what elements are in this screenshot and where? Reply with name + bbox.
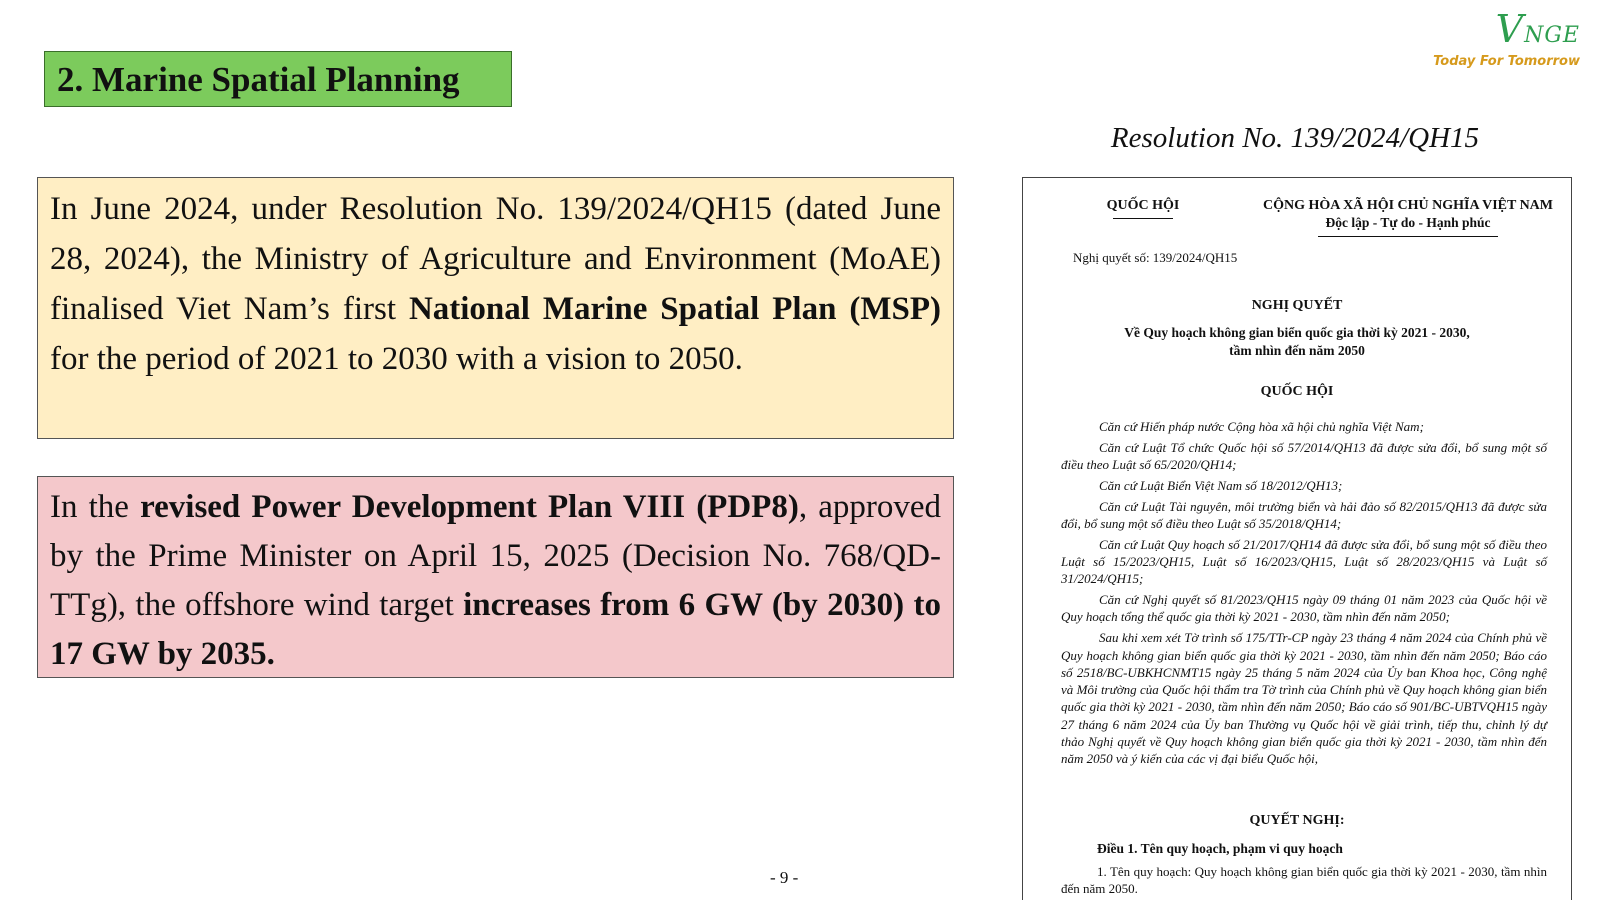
basis-item: Căn cứ Nghị quyết số 81/2023/QH15 ngày 09 tháng 01 năm 2023 của Quốc hội về Quy hoạch tổng thể quốc gia thời kỳ 2021 - 2030, tầm nhìn đến năm 2050; — [1061, 592, 1547, 625]
doc-decides-heading: QUYẾT NGHỊ: — [1249, 813, 1345, 828]
document-caption: Resolution No. 139/2024/QH15 — [1110, 122, 1480, 154]
doc-subtitle: Về Quy hoạch không gian biển quốc gia thời kỳ 2021 - 2030, tầm nhìn đến năm 2050 — [1124, 325, 1470, 358]
logo-mark: VNGE — [1495, 7, 1580, 51]
doc-legal-basis — [1061, 418, 1547, 771]
header-left-underline — [1113, 218, 1173, 219]
doc-number: Nghị quyết số: 139/2024/QH15 — [1073, 250, 1238, 265]
header-right-underline — [1318, 236, 1498, 237]
basis-item: Căn cứ Luật Quy hoạch số 21/2017/QH14 đã được sửa đổi, bổ sung một số điều theo Luật số 15/2023/QH15, Luật số 16/2023/QH15, Luật số 28/2023/QH15 và Luật số 31/2024/QH15; — [1061, 536, 1547, 587]
basis-item: Căn cứ Luật Tổ chức Quốc hội số 57/2014/QH13 đã được sửa đổi, bổ sung một số điều theo Luật số 65/2020/QH14; — [1061, 439, 1547, 473]
doc-article-heading: Điều 1. Tên quy hoạch, phạm vi quy hoạch — [1097, 841, 1343, 856]
logo-tagline: Today For Tomorrow — [1433, 54, 1580, 69]
basis-item: Căn cứ Hiến pháp nước Cộng hòa xã hội chủ nghĩa Việt Nam; — [1099, 419, 1424, 434]
page-number: - 9 - — [770, 868, 799, 887]
basis-item: Sau khi xem xét Tờ trình số 175/TTr-CP ngày 23 tháng 4 năm 2024 của Chính phủ về Quy hoạch không gian biển quốc gia thời kỳ 2021 - 2030, tầm nhìn đến năm 2050; Báo cáo số 2518/BC-UBKHCNMT15 ngày 25 tháng 5 năm 2024 của Ủy ban Khoa học, Công nghệ và Môi trường của Quốc hội thẩm tra Tờ trình của Chính phủ về Quy hoạch không gian biển quốc gia thời kỳ 2021 - 2030, tầm nhìn đến năm 2050; Báo cáo số 901/BC-UBTVQH15 ngày 27 tháng 6 năm 2024 của Ủy ban Thường vụ Quốc hội về giải trình, tiếp thu, chỉnh lý dự thảo Nghị quyết về Quy hoạch không gian biển quốc gia thời kỳ 2021 - 2030, tầm nhìn đến năm 2050 và ý kiến của các vị đại biểu Quốc hội, — [1061, 630, 1547, 767]
doc-article-text: 1. Tên quy hoạch: Quy hoạch không gian biển quốc gia thời kỳ 2021 - 2030, tầm nhìn đến năm 2050. — [1061, 864, 1547, 896]
vnge-logo — [1430, 7, 1580, 69]
doc-title: NGHỊ QUYẾT — [1251, 298, 1343, 313]
doc-header-right: CỘNG HÒA XÃ HỘI CHỦ NGHĨA VIỆT NAM Độc lập - Tự do - Hạnh phúc — [1253, 198, 1563, 237]
slide-title: 2. Marine Spatial Planning — [44, 51, 512, 107]
doc-motto: Độc lập - Tự do - Hạnh phúc — [1325, 215, 1491, 230]
msp-paragraph: In June 2024, under Resolution No. 139/2024/QH15 (dated June 28, 2024), the Ministry of Agriculture and Environment (MoAE) finalised Viet Nam’s first National Marine Spatial Plan (MSP) for the period of 2021 to 2030 with a vision to 2050. — [37, 177, 954, 439]
pdp8-paragraph: In the revised Power Development Plan VIII (PDP8), approved by the Prime Minister on April 15, 2025 (Decision No. 768/QD-TTg), the offshore wind target increases from 6 GW (by 2030) to 17 GW by 2035. — [37, 476, 954, 678]
basis-item: Căn cứ Luật Tài nguyên, môi trường biển và hải đảo số 82/2015/QH13 đã được sửa đổi, bổ sung một số điều theo Luật số 35/2018/QH14; — [1061, 498, 1547, 531]
basis-item: Căn cứ Luật Biển Việt Nam số 18/2012/QH13; — [1099, 477, 1343, 493]
doc-body-heading: QUỐC HỘI — [1260, 384, 1334, 399]
resolution-document-image — [1022, 177, 1572, 900]
doc-header-left: QUỐC HỘI — [1083, 198, 1203, 219]
